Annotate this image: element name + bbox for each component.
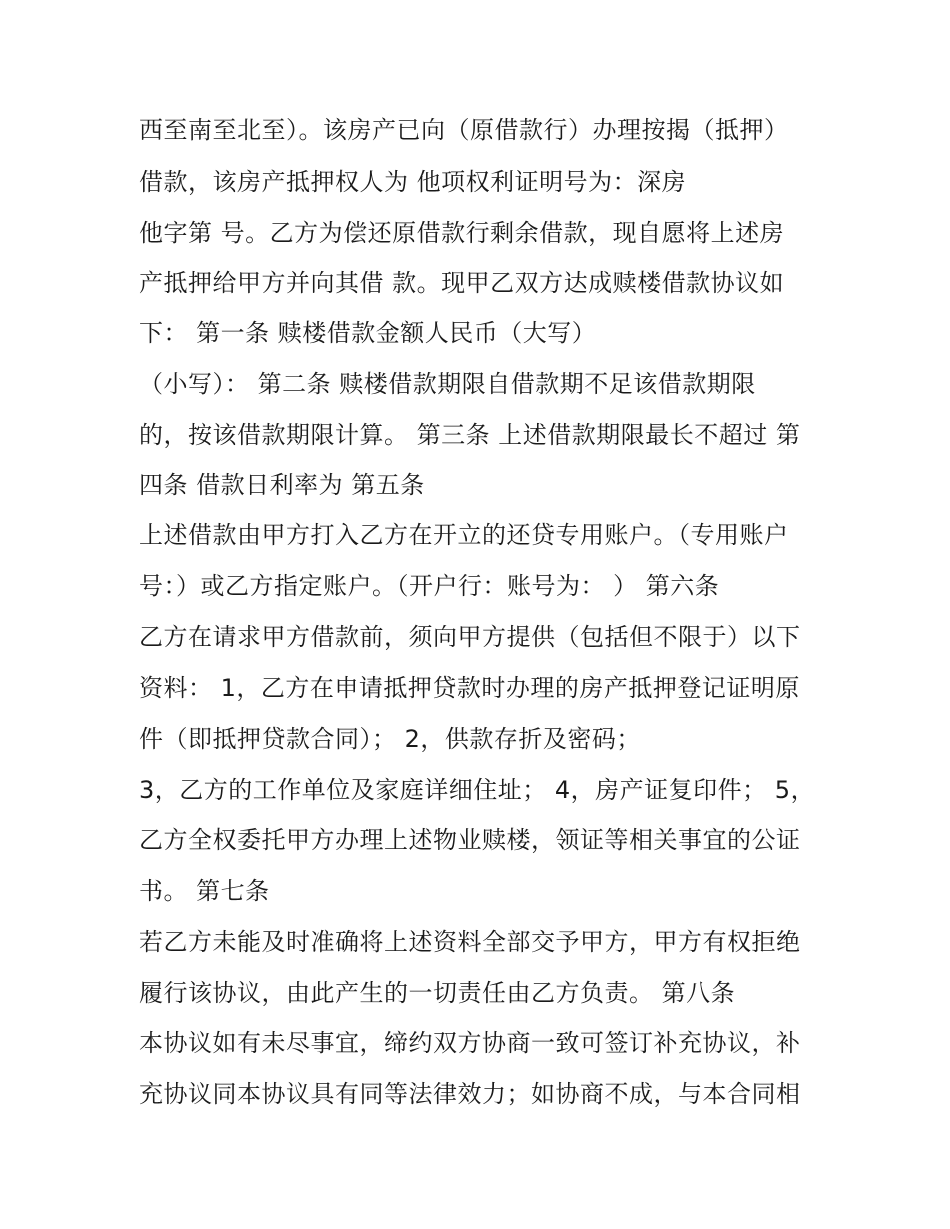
text-line: 号：）或乙方指定账户。（开户行：账号为： ） 第六条 <box>139 572 720 600</box>
text-line: 借款，该房产抵押权人为 他项权利证明号为：深房 <box>139 168 687 196</box>
text-line: 上述借款由甲方打入乙方在开立的还贷专用账户。（专用账户 <box>139 521 789 549</box>
text-line: 件（即抵押贷款合同）； 2，供款存折及密码； <box>139 725 641 753</box>
text-line: 3，乙方的工作单位及家庭详细住址； 4，房产证复印件； 5， <box>139 776 816 804</box>
text-line: 产抵押给甲方并向其借 款。现甲乙双方达成赎楼借款协议如 <box>139 269 785 297</box>
text-line: 书。 第七条 <box>139 877 270 905</box>
text-line: 的，按该借款期限计算。 第三条 上述借款期限最长不超过 第 <box>139 421 801 449</box>
text-line: 四条 借款日利率为 第五条 <box>139 471 425 499</box>
text-line: （小写）： 第二条 赎楼借款期限自借款期不足该借款期限 <box>139 370 756 398</box>
text-line: 西至南至北至）。该房产已向（原借款行）办理按揭（抵押） <box>139 116 789 144</box>
text-line: 履行该协议，由此产生的一切责任由乙方负责。 第八条 <box>139 979 736 1007</box>
text-line: 充协议同本协议具有同等法律效力；如协商不成，与本合同相 <box>139 1080 801 1108</box>
text-line: 本协议如有未尽事宜，缔约双方协商一致可签订补充协议，补 <box>139 1029 801 1057</box>
text-line: 若乙方未能及时准确将上述资料全部交予甲方，甲方有权拒绝 <box>139 928 801 956</box>
text-line: 资料： 1，乙方在申请抵押贷款时办理的房产抵押登记证明原 <box>139 674 800 702</box>
text-line: 乙方在请求甲方借款前，须向甲方提供（包括但不限于）以下 <box>139 623 801 651</box>
text-line: 他字第 号。乙方为偿还原借款行剩余借款，现自愿将上述房 <box>139 219 785 247</box>
text-line: 乙方全权委托甲方办理上述物业赎楼，领证等相关事宜的公证 <box>139 826 801 854</box>
text-line: 下： 第一条 赎楼借款金额人民币（大写） <box>139 319 597 347</box>
